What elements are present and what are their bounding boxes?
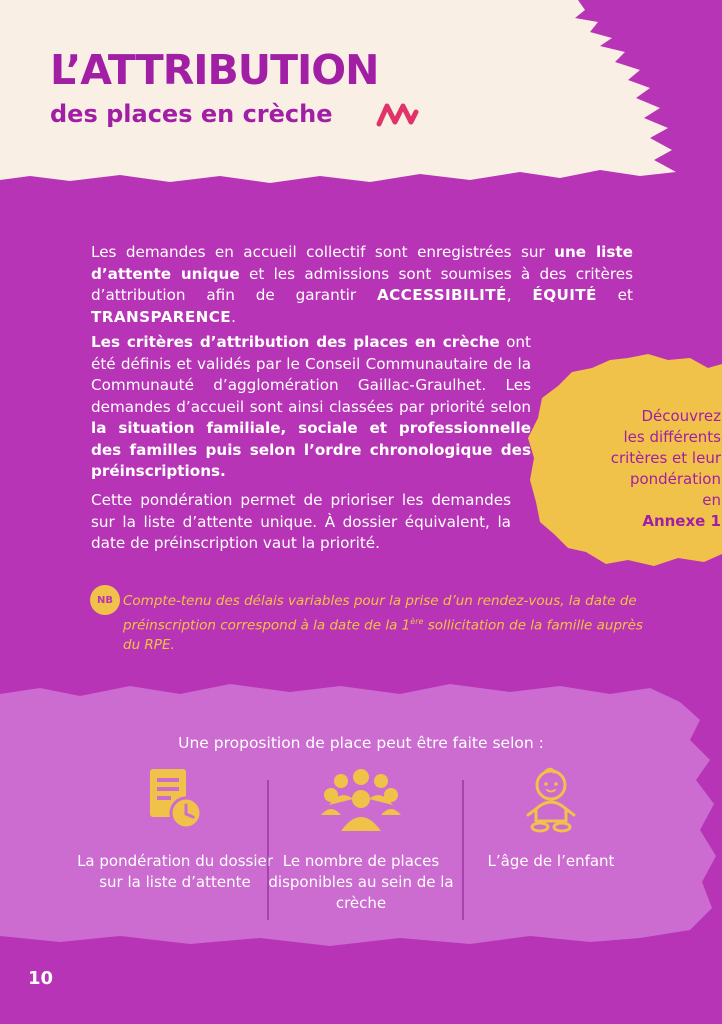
document-clock-icon (140, 765, 210, 835)
page-title: L’ATTRIBUTION (50, 46, 379, 94)
note-text: Compte-tenu des délais variables pour la prise d’un rendez-vous, la date de préinscription correspond à la date de la 1ère sollicitation de la famille auprès du RPE. (123, 593, 643, 653)
nb-badge: NB (90, 585, 120, 615)
criterion-weighting (75, 765, 275, 893)
page-subtitle: des places en crèche (50, 100, 333, 128)
criterion-availability (261, 765, 461, 914)
keyword-transparency: TRANSPARENCE (91, 307, 232, 326)
keyword-accessibility: ACCESSIBILITÉ (376, 286, 507, 304)
intro-paragraph: Les demandes en accueil collectif sont enregistrées sur une liste d’attente unique et les admissions sont soumises à des critères d’attribution afin de garantir ACCESSIBILITÉ, ÉQUITÉ et TRANSPARENCE. (91, 243, 634, 326)
proposition-heading: Une proposition de place peut être faite selon : (178, 734, 544, 752)
criterion-age (451, 765, 651, 872)
criterion-label: L’âge de l’enfant (487, 852, 615, 870)
criteria-paragraph: Les critères d’attribution des places en crèche ont été définis et validés par le Conseil Communautaire de la Communauté d’agglomération Gaillac-Graulhet. Les demandes d’accueil sont ainsi classées par priorité selon la situation familiale, sociale et professionnelle des familles puis selon l’ordre chronologique des préinscriptions. (91, 333, 531, 480)
zigzag-decoration-icon (375, 100, 419, 130)
weighting-paragraph: Cette pondération permet de prioriser les demandes sur la liste d’attente unique. À dossier équivalent, la date de préinscription vaut la priorité. (91, 491, 511, 552)
criterion-label: Le nombre de places disponibles au sein de la crèche (268, 852, 454, 912)
page-number: 10 (28, 968, 54, 989)
keyword-equity: ÉQUITÉ (532, 286, 597, 304)
baby-icon (516, 765, 586, 835)
annex-callout-text: Découvrez les différents critères et leur pondération en Annexe 1 (610, 407, 721, 530)
header-band (0, 0, 722, 190)
annex-reference: Annexe 1 (642, 512, 721, 530)
unique-list-emphasis: une liste d’attente unique (91, 243, 633, 283)
criterion-label: La pondération du dossier sur la liste d’attente (77, 852, 273, 891)
group-people-icon (319, 765, 403, 835)
